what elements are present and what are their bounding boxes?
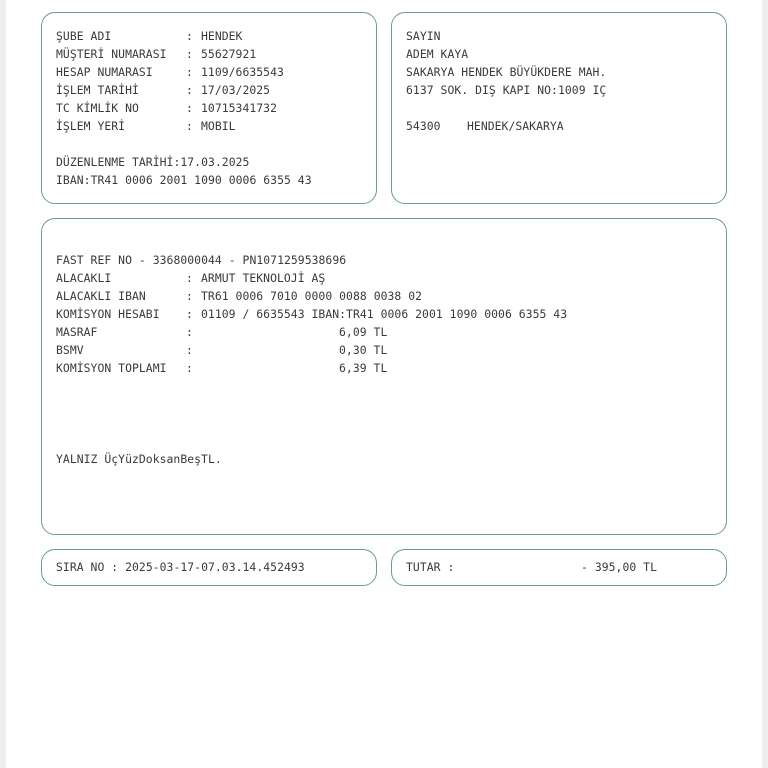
fee-value: 6,09 TL bbox=[339, 325, 388, 339]
total-label: TUTAR bbox=[406, 560, 441, 574]
total-panel bbox=[391, 549, 727, 586]
commission-total-value: 6,39 TL bbox=[339, 361, 388, 375]
fast-ref: FAST REF NO - 3368000044 - PN1071259538696 bbox=[56, 253, 347, 267]
account-info-panel bbox=[41, 12, 377, 204]
amount-in-words: YALNIZ ÜçYüzDoksanBeşTL. bbox=[56, 452, 222, 466]
creditor-value: ARMUT TEKNOLOJİ AŞ bbox=[201, 271, 326, 285]
commission-account-value: 01109 / 6635543 IBAN:TR41 0006 2001 1090 0006 6355 43 bbox=[201, 307, 568, 321]
colon: : bbox=[186, 29, 193, 43]
salutation: SAYIN bbox=[406, 29, 441, 43]
tc-value: 10715341732 bbox=[201, 101, 277, 115]
commission-total-label: KOMİSYON TOPLAMI bbox=[56, 361, 167, 375]
fast-ref-value: 3368000044 - PN1071259538696 bbox=[152, 253, 347, 267]
colon: : bbox=[186, 289, 193, 303]
city: HENDEK/SAKARYA bbox=[467, 119, 564, 133]
tx-place-value: MOBIL bbox=[201, 119, 236, 133]
iban-label: IBAN bbox=[56, 173, 84, 187]
fee-label: MASRAF bbox=[56, 325, 98, 339]
sequence-value: 2025-03-17-07.03.14.452493 bbox=[125, 560, 305, 574]
postal-code: 54300 bbox=[406, 119, 441, 133]
recipient-name: ADEM KAYA bbox=[406, 47, 469, 61]
colon: : bbox=[186, 343, 193, 357]
iban: IBAN:TR41 0006 2001 1090 0006 6355 43 bbox=[56, 173, 312, 187]
issue-date-label: DÜZENLENME TARİHİ bbox=[56, 155, 174, 169]
tx-date-value: 17/03/2025 bbox=[201, 83, 271, 97]
colon: : bbox=[186, 65, 193, 79]
tc-label: TC KİMLİK NO bbox=[56, 101, 139, 115]
creditor-label: ALACAKLI bbox=[56, 271, 112, 285]
sequence-label: SIRA NO bbox=[56, 560, 105, 574]
bsmv-value: 0,30 TL bbox=[339, 343, 388, 357]
branch-label: ŞUBE ADI bbox=[56, 29, 112, 43]
customer-no-label: MÜŞTERİ NUMARASI bbox=[56, 47, 167, 61]
colon: : bbox=[186, 361, 193, 375]
commission-account-label: KOMİSYON HESABI bbox=[56, 307, 160, 321]
account-no-label: HESAP NUMARASI bbox=[56, 65, 153, 79]
account-no-value: 1109/6635543 bbox=[201, 65, 284, 79]
colon: : bbox=[186, 83, 193, 97]
bsmv-label: BSMV bbox=[56, 343, 84, 357]
tx-place-label: İŞLEM YERİ bbox=[56, 119, 126, 133]
colon: : bbox=[186, 325, 193, 339]
creditor-iban-value: TR61 0006 7010 0000 0088 0038 02 bbox=[201, 289, 423, 303]
colon: : bbox=[186, 119, 193, 133]
creditor-iban-label: ALACAKLI IBAN bbox=[56, 289, 146, 303]
colon: : bbox=[186, 101, 193, 115]
address-line2: 6137 SOK. DIŞ KAPI NO:1009 IÇ bbox=[406, 83, 607, 97]
colon: : bbox=[186, 47, 193, 61]
sequence-panel bbox=[41, 549, 377, 586]
tx-date-label: İŞLEM TARİHİ bbox=[56, 83, 139, 97]
sequence: SIRA NO : 2025-03-17-07.03.14.452493 bbox=[56, 560, 305, 574]
issue-date-value: 17.03.2025 bbox=[180, 155, 250, 169]
colon: : bbox=[186, 307, 193, 321]
address-line1: SAKARYA HENDEK BÜYÜKDERE MAH. bbox=[406, 65, 607, 79]
colon: : bbox=[186, 271, 193, 285]
transaction-panel bbox=[41, 218, 727, 535]
receipt-page bbox=[6, 0, 762, 768]
fast-ref-label: FAST REF NO bbox=[56, 253, 132, 267]
branch-value: HENDEK bbox=[201, 29, 243, 43]
iban-value: TR41 0006 2001 1090 0006 6355 43 bbox=[90, 173, 312, 187]
total-label-line: TUTAR : bbox=[406, 560, 455, 574]
recipient-panel bbox=[391, 12, 727, 204]
total-value: - 395,00 TL bbox=[581, 560, 657, 574]
issue-date: DÜZENLENME TARİHİ:17.03.2025 bbox=[56, 155, 250, 169]
customer-no-value: 55627921 bbox=[201, 47, 257, 61]
